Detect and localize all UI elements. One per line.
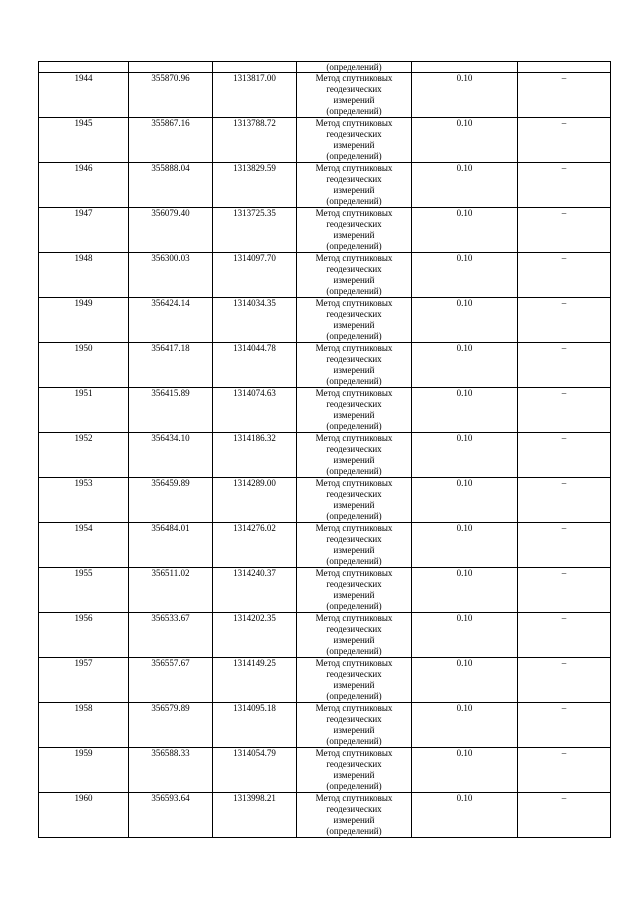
y-coordinate-cell: 1314054.79 (213, 748, 297, 793)
x-coordinate-cell: 356533.67 (129, 613, 213, 658)
accuracy-cell: 0.10 (412, 433, 518, 478)
note-cell: – (518, 613, 611, 658)
point-number-cell: 1958 (39, 703, 129, 748)
x-coordinate-cell: 355888.04 (129, 163, 213, 208)
accuracy-cell: 0.10 (412, 748, 518, 793)
accuracy-cell: 0.10 (412, 523, 518, 568)
point-number-cell: 1946 (39, 163, 129, 208)
y-coordinate-cell: 1314097.70 (213, 253, 297, 298)
x-coordinate-cell: 356434.10 (129, 433, 213, 478)
point-number-cell: 1956 (39, 613, 129, 658)
method-cell (297, 118, 412, 163)
table-row (39, 388, 611, 433)
method-cell (297, 658, 412, 703)
coordinates-table (38, 61, 611, 838)
note-cell: – (518, 568, 611, 613)
method-text: Метод спутниковых геодезических измерений (определений) (315, 298, 393, 341)
method-text: Метод спутниковых геодезических измерений (определений) (315, 253, 393, 296)
note-cell: – (518, 388, 611, 433)
note-cell: – (518, 73, 611, 118)
table-row (39, 73, 611, 118)
point-number-cell: 1957 (39, 658, 129, 703)
x-coordinate-cell: 356079.40 (129, 208, 213, 253)
method-text: Метод спутниковых геодезических измерений (определений) (315, 523, 393, 566)
method-cell (297, 703, 412, 748)
note-cell: – (518, 163, 611, 208)
note-cell: – (518, 478, 611, 523)
accuracy-cell: 0.10 (412, 163, 518, 208)
x-coordinate-cell: 355870.96 (129, 73, 213, 118)
point-number-cell: 1944 (39, 73, 129, 118)
table-row (39, 613, 611, 658)
method-text: Метод спутниковых геодезических измерений (определений) (315, 748, 393, 791)
note-cell: – (518, 298, 611, 343)
table-row (39, 793, 611, 838)
y-coordinate-cell: 1313788.72 (213, 118, 297, 163)
y-coordinate-cell: 1313829.59 (213, 163, 297, 208)
accuracy-cell: 0.10 (412, 343, 518, 388)
table-row (39, 478, 611, 523)
note-cell: – (518, 118, 611, 163)
point-number-cell: 1947 (39, 208, 129, 253)
accuracy-cell: 0.10 (412, 118, 518, 163)
method-cell (297, 388, 412, 433)
carryover-cell-note (518, 62, 611, 73)
point-number-cell: 1953 (39, 478, 129, 523)
y-coordinate-cell: 1314186.32 (213, 433, 297, 478)
table-row (39, 748, 611, 793)
method-cell (297, 568, 412, 613)
point-number-cell: 1950 (39, 343, 129, 388)
y-coordinate-cell: 1313998.21 (213, 793, 297, 838)
y-coordinate-cell: 1314044.78 (213, 343, 297, 388)
table-row (39, 658, 611, 703)
note-cell: – (518, 748, 611, 793)
method-cell (297, 613, 412, 658)
point-number-cell: 1952 (39, 433, 129, 478)
table-row (39, 703, 611, 748)
note-cell: – (518, 523, 611, 568)
y-coordinate-cell: 1314289.00 (213, 478, 297, 523)
note-cell: – (518, 253, 611, 298)
table-row (39, 523, 611, 568)
note-cell: – (518, 343, 611, 388)
x-coordinate-cell: 356484.01 (129, 523, 213, 568)
method-cell (297, 208, 412, 253)
point-number-cell: 1945 (39, 118, 129, 163)
table-row (39, 163, 611, 208)
carryover-cell-accuracy (412, 62, 518, 73)
table-body (39, 62, 611, 838)
method-text: Метод спутниковых геодезических измерений (определений) (315, 163, 393, 206)
note-cell: – (518, 658, 611, 703)
y-coordinate-cell: 1314276.02 (213, 523, 297, 568)
y-coordinate-cell: 1314095.18 (213, 703, 297, 748)
method-text: Метод спутниковых геодезических измерений (определений) (315, 478, 393, 521)
x-coordinate-cell: 356459.89 (129, 478, 213, 523)
point-number-cell: 1948 (39, 253, 129, 298)
x-coordinate-cell: 356588.33 (129, 748, 213, 793)
accuracy-cell: 0.10 (412, 253, 518, 298)
accuracy-cell: 0.10 (412, 298, 518, 343)
y-coordinate-cell: 1313725.35 (213, 208, 297, 253)
accuracy-cell: 0.10 (412, 388, 518, 433)
method-cell (297, 73, 412, 118)
accuracy-cell: 0.10 (412, 613, 518, 658)
method-cell (297, 748, 412, 793)
method-cell (297, 478, 412, 523)
method-text: Метод спутниковых геодезических измерений (определений) (315, 433, 393, 476)
note-cell: – (518, 703, 611, 748)
y-coordinate-cell: 1314240.37 (213, 568, 297, 613)
carryover-cell-x (129, 62, 213, 73)
x-coordinate-cell: 356417.18 (129, 343, 213, 388)
method-text: Метод спутниковых геодезических измерений (определений) (315, 388, 393, 431)
x-coordinate-cell: 356593.64 (129, 793, 213, 838)
point-number-cell: 1955 (39, 568, 129, 613)
accuracy-cell: 0.10 (412, 73, 518, 118)
method-text: Метод спутниковых геодезических измерений (определений) (315, 613, 393, 656)
method-text: Метод спутниковых геодезических измерений (определений) (315, 568, 393, 611)
point-number-cell: 1954 (39, 523, 129, 568)
note-cell: – (518, 208, 611, 253)
accuracy-cell: 0.10 (412, 478, 518, 523)
table-row (39, 298, 611, 343)
point-number-cell: 1951 (39, 388, 129, 433)
point-number-cell: 1959 (39, 748, 129, 793)
carryover-cell-method: (определений) (297, 62, 412, 73)
accuracy-cell: 0.10 (412, 658, 518, 703)
method-cell (297, 793, 412, 838)
x-coordinate-cell: 356300.03 (129, 253, 213, 298)
method-text: Метод спутниковых геодезических измерений (определений) (315, 658, 393, 701)
table-row (39, 118, 611, 163)
y-coordinate-cell: 1314202.35 (213, 613, 297, 658)
y-coordinate-cell: 1313817.00 (213, 73, 297, 118)
table-row (39, 568, 611, 613)
method-cell (297, 298, 412, 343)
method-cell (297, 523, 412, 568)
method-text: Метод спутниковых геодезических измерений (определений) (315, 343, 393, 386)
carryover-cell-id (39, 62, 129, 73)
table-row (39, 208, 611, 253)
accuracy-cell: 0.10 (412, 568, 518, 613)
x-coordinate-cell: 356557.67 (129, 658, 213, 703)
method-cell (297, 253, 412, 298)
table-row (39, 253, 611, 298)
point-number-cell: 1960 (39, 793, 129, 838)
y-coordinate-cell: 1314074.63 (213, 388, 297, 433)
x-coordinate-cell: 355867.16 (129, 118, 213, 163)
note-cell: – (518, 793, 611, 838)
method-text: Метод спутниковых геодезических измерений (определений) (315, 208, 393, 251)
method-text: Метод спутниковых геодезических измерений (определений) (315, 703, 393, 746)
carryover-cell-y (213, 62, 297, 73)
y-coordinate-cell: 1314149.25 (213, 658, 297, 703)
carryover-row (39, 62, 611, 73)
x-coordinate-cell: 356579.89 (129, 703, 213, 748)
table-row (39, 433, 611, 478)
x-coordinate-cell: 356511.02 (129, 568, 213, 613)
note-cell: – (518, 433, 611, 478)
method-cell (297, 343, 412, 388)
method-text: Метод спутниковых геодезических измерений (определений) (315, 73, 393, 116)
accuracy-cell: 0.10 (412, 703, 518, 748)
method-cell (297, 433, 412, 478)
accuracy-cell: 0.10 (412, 208, 518, 253)
point-number-cell: 1949 (39, 298, 129, 343)
y-coordinate-cell: 1314034.35 (213, 298, 297, 343)
x-coordinate-cell: 356415.89 (129, 388, 213, 433)
table-row (39, 343, 611, 388)
accuracy-cell: 0.10 (412, 793, 518, 838)
method-text: Метод спутниковых геодезических измерений (определений) (315, 793, 393, 836)
method-text: Метод спутниковых геодезических измерений (определений) (315, 118, 393, 161)
method-cell (297, 163, 412, 208)
x-coordinate-cell: 356424.14 (129, 298, 213, 343)
